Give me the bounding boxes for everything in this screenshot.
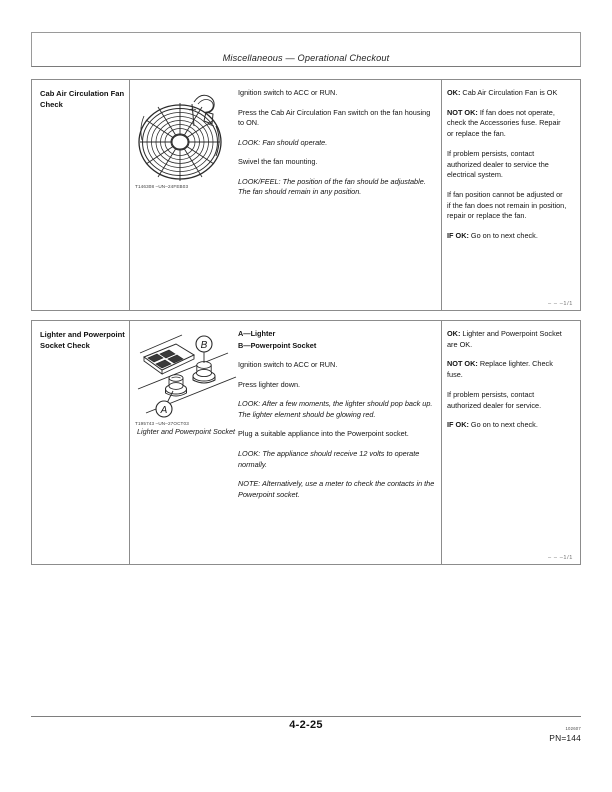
step-text: NOTE: Alternatively, use a meter to check the contacts in the Powerpoint socket. — [238, 479, 435, 499]
step-text: LOOK: The appliance should receive 12 volts to operate normally. — [238, 449, 420, 469]
cab-circulation-fan-illustration — [132, 86, 240, 182]
result-note: If problem persists, contact authorized dealer to service the electrical system. — [447, 148, 549, 180]
figure-code: T195743 –UN–27OCT03 — [135, 421, 189, 426]
result-text: Go on to next check. — [468, 420, 538, 430]
result-text: If fan does not operate, check the Accessories fuse. Repair or replace the fan. — [447, 107, 561, 139]
check-title: Lighter and Powerpoint Socket Check — [40, 330, 125, 350]
check-results — [447, 329, 567, 440]
page-header — [31, 32, 581, 67]
footer-date-code: 102607 — [565, 726, 581, 731]
result-label: IF OK: — [447, 420, 469, 430]
step-text: LOOK: Fan should operate. — [238, 137, 328, 147]
result-label: OK: — [447, 88, 461, 97]
check-steps — [238, 329, 438, 509]
result-ok — [447, 329, 567, 350]
footer-rule — [31, 716, 581, 717]
continuation-marker: – – –1/1 — [547, 301, 573, 307]
result-not-ok — [447, 108, 567, 140]
step-text: Press the Cab Air Circulation Fan switch on the fan housing to ON. — [238, 107, 431, 128]
step-text: LOOK: After a few moments, the lighter should pop back up. The lighter element should be glowing red. — [238, 399, 433, 419]
check-steps — [238, 88, 438, 207]
check-block-cab-air-circulation-fan — [31, 79, 581, 311]
legend-item-b — [238, 341, 438, 352]
column-divider-left — [129, 80, 130, 310]
step-text: Plug a suitable appliance into the Powerpoint socket. — [238, 429, 409, 439]
lighter-powerpoint-socket-illustration — [132, 327, 240, 419]
footer-pn: PN=144 — [549, 733, 581, 743]
figure-code: T146308 –UN–24FEB03 — [135, 184, 189, 189]
step-text: Swivel the fan mounting. — [238, 157, 318, 167]
result-if-ok — [447, 231, 567, 242]
result-note: If fan position cannot be adjusted or if the fan does not remain in position, repair or replace the fan. — [447, 190, 567, 221]
page-number: 4-2-25 — [289, 719, 323, 731]
result-if-ok — [447, 420, 567, 431]
result-label: IF OK: — [447, 231, 469, 241]
result-ok — [447, 88, 567, 99]
step-text: LOOK/FEEL: The position of the fan should be adjustable. The fan should remain in any position. — [238, 176, 426, 197]
result-text: Replace lighter. Check fuse. — [447, 359, 553, 380]
result-label: NOT OK: — [447, 359, 478, 369]
result-note: If problem persists, contact authorized dealer for service. — [447, 389, 542, 410]
step-text: Ignition switch to ACC or RUN. — [238, 88, 338, 97]
result-not-ok — [447, 359, 567, 380]
callout-b-label: B — [200, 340, 208, 351]
step-text: Ignition switch to ACC or RUN. — [238, 360, 338, 370]
header-title: Miscellaneous — Operational Checkout — [222, 53, 390, 63]
callout-a-label: A — [160, 405, 168, 416]
continuation-marker: – – –1/1 — [547, 555, 573, 561]
figure-lighter-powerpoint — [132, 327, 240, 437]
column-divider-left — [129, 321, 130, 564]
step-text: Press lighter down. — [238, 379, 301, 389]
result-label: OK: — [447, 329, 461, 338]
result-text: Cab Air Circulation Fan is OK — [460, 88, 558, 97]
result-label: NOT OK: — [447, 107, 478, 117]
figure-caption: Lighter and Powerpoint Socket — [137, 427, 235, 436]
check-title: Cab Air Circulation Fan Check — [40, 89, 125, 109]
check-block-lighter-powerpoint-socket — [31, 320, 581, 565]
legend-label-a: A—Lighter — [238, 329, 276, 338]
column-divider-right — [441, 80, 442, 310]
result-text: Go on to next check. — [468, 231, 538, 241]
result-text: Lighter and Powerpoint Socket are OK. — [447, 329, 562, 349]
legend-item-a — [238, 329, 438, 340]
check-results — [447, 88, 567, 251]
column-divider-right — [441, 321, 442, 564]
figure-cab-fan — [132, 86, 240, 189]
legend-label-b: B—Powerpoint Socket — [238, 340, 317, 350]
